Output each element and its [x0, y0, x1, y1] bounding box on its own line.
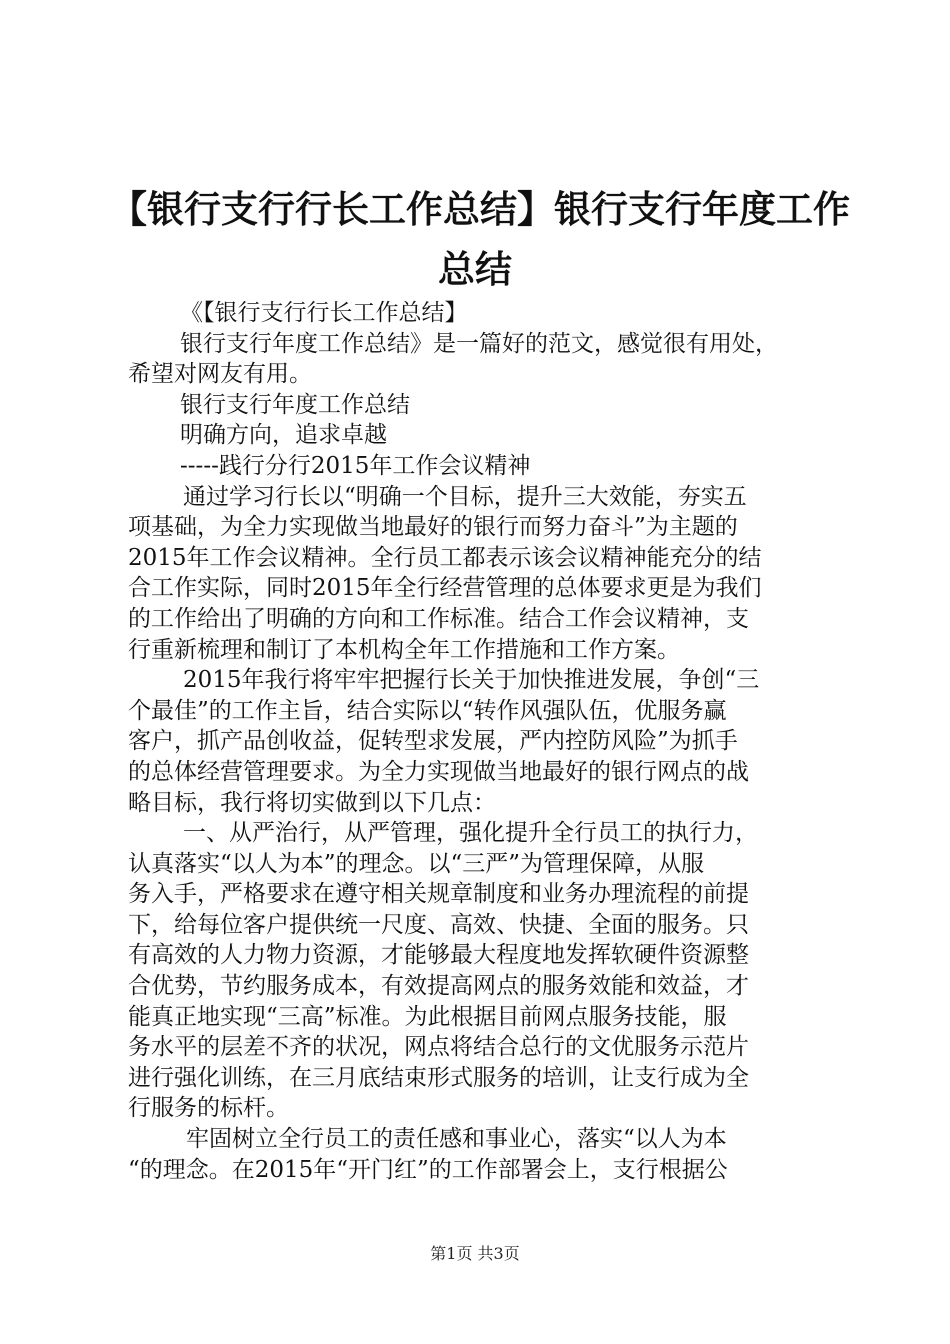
- document-title-line-1: 【银行支行行长工作总结】银行支行年度工作: [110, 188, 850, 231]
- body-line: 认真落实“以人为本”的理念。以“三严”为管理保障，从服: [128, 850, 705, 877]
- body-line: 合优势，节约服务成本，有效提高网点的服务效能和效益，才: [128, 973, 749, 1000]
- body-line: 有高效的人力物力资源，才能够最大程度地发挥软硬件资源整: [128, 942, 749, 969]
- page-footer: 第1页 共3页: [430, 1244, 520, 1263]
- body-line: 通过学习行长以“明确一个目标，提升三大效能，夯实五: [183, 483, 747, 510]
- body-line: 希望对网友有用。: [128, 361, 312, 388]
- body-line: 行服务的标杆。: [128, 1095, 289, 1122]
- body-line: 行重新梳理和制订了本机构全年工作措施和工作方案。: [128, 636, 680, 663]
- body-line: 银行支行年度工作总结》是一篇好的范文，感觉很有用处，: [180, 330, 778, 357]
- body-line: “的理念。在2015年“开门红”的工作部署会上，支行根据公: [128, 1156, 728, 1183]
- body-line: 项基础，为全力实现做当地最好的银行而努力奋斗”为主题的: [128, 514, 738, 541]
- body-line: 务水平的层差不齐的状况，网点将结合总行的文优服务示范片: [128, 1034, 749, 1061]
- document-body: [128, 298, 828, 1185]
- body-line: 能真正地实现“三高”标准。为此根据目前网点服务技能，服: [128, 1003, 727, 1030]
- body-line: -----践行分行2015年工作会议精神: [180, 452, 531, 479]
- document-title-line-2: 总结: [438, 248, 512, 291]
- body-line: 明确方向，追求卓越: [180, 422, 387, 449]
- body-line: 的总体经营管理要求。为全力实现做当地最好的银行网点的战: [128, 758, 749, 785]
- body-line: 银行支行年度工作总结: [180, 391, 410, 418]
- body-line: 合工作实际，同时2015年全行经营管理的总体要求更是为我们: [128, 575, 762, 602]
- body-line: 2015年工作会议精神。全行员工都表示该会议精神能充分的结: [128, 544, 762, 571]
- body-line: 个最佳”的工作主旨，结合实际以“转作风强队伍，优服务赢: [128, 697, 727, 724]
- body-line: 客户，抓产品创收益，促转型求发展，严内控防风险”为抓手: [128, 728, 738, 755]
- body-line: 《【银行支行行长工作总结】: [180, 300, 468, 326]
- body-line: 略目标，我行将切实做到以下几点：: [128, 789, 496, 816]
- body-line: 一、从严治行，从严管理，强化提升全行员工的执行力，: [183, 820, 758, 847]
- body-line: 2015年我行将牢牢把握行长关于加快推进发展，争创“三: [183, 667, 760, 694]
- body-line: 务入手，严格要求在遵守相关规章制度和业务办理流程的前提: [128, 881, 749, 908]
- body-line: 进行强化训练，在三月底结束形式服务的培训，让支行成为全: [128, 1064, 749, 1091]
- body-line: 下，给每位客户提供统一尺度、高效、快捷、全面的服务。只: [128, 911, 749, 938]
- body-line: 的工作给出了明确的方向和工作标准。结合工作会议精神，支: [128, 605, 749, 632]
- body-line: 牢固树立全行员工的责任感和事业心，落实“以人为本: [186, 1126, 727, 1153]
